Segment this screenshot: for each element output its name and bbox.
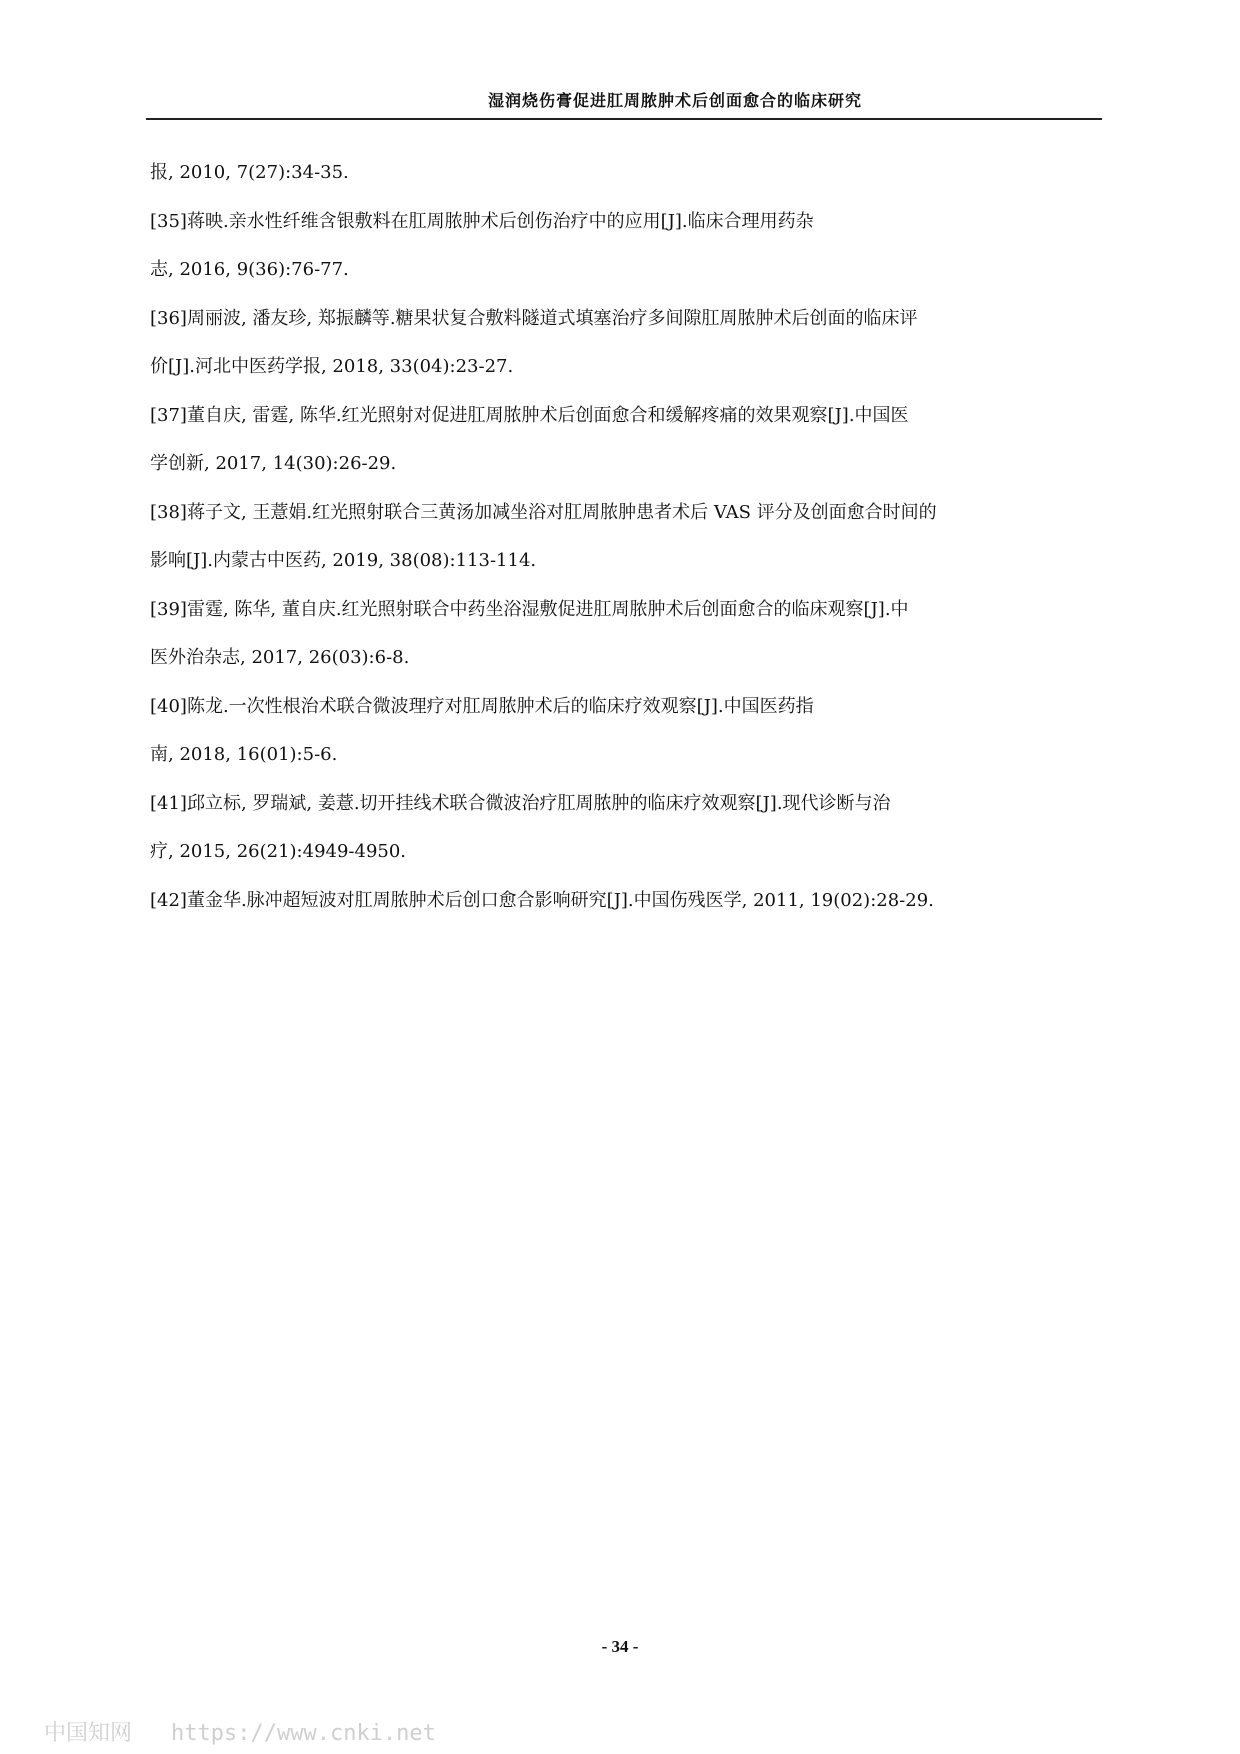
reference-line: 志, 2016, 9(36):76-77. — [150, 259, 349, 280]
running-header-title: 湿润烧伤膏促进肛周脓肿术后创面愈合的临床研究 — [487, 91, 862, 110]
reference-line: [36]周丽波, 潘友珍, 郑振麟等.糖果状复合敷料隧道式填塞治疗多间隙肛周脓肿术后创面的临床评 — [150, 307, 918, 329]
reference-line: [39]雷霆, 陈华, 董自庆.红光照射联合中药坐浴湿敷促进肛周脓肿术后创面愈合的临床观察[J].中 — [150, 598, 909, 620]
watermark — [44, 1716, 436, 1747]
reference-line: [38]蒋子文, 王薏娟.红光照射联合三黄汤加减坐浴对肛周脓肿患者术后 VAS 评分及创面愈合时间的 — [150, 501, 937, 523]
reference-list — [150, 158, 1110, 934]
reference-line: 学创新, 2017, 14(30):26-29. — [150, 453, 397, 474]
reference-line: [41]邱立标, 罗瑞斌, 姜薏.切开挂线术联合微波治疗肛周脓肿的临床疗效观察[J].现代诊断与治 — [150, 792, 891, 814]
watermark-brand: 中国知网 — [44, 1721, 133, 1746]
reference-line: [35]蒋映.亲水性纤维含银敷料在肛周脓肿术后创伤治疗中的应用[J].临床合理用药杂 — [150, 210, 814, 232]
watermark-url: https://www.cnki.net — [171, 1721, 436, 1746]
reference-line: [40]陈龙.一次性根治术联合微波理疗对肛周脓肿术后的临床疗效观察[J].中国医药指 — [150, 695, 814, 717]
reference-line: 价[J].河北中医药学报, 2018, 33(04):23-27. — [150, 356, 514, 377]
reference-line: 医外治杂志, 2017, 26(03):6-8. — [150, 647, 410, 668]
page-number: - 34 - — [601, 1637, 639, 1656]
reference-line: 南, 2018, 16(01):5-6. — [150, 744, 338, 765]
reference-line: [37]董自庆, 雷霆, 陈华.红光照射对促进肛周脓肿术后创面愈合和缓解疼痛的效果观察[J].中国医 — [150, 404, 909, 426]
reference-line: 影响[J].内蒙古中医药, 2019, 38(08):113-114. — [150, 550, 537, 571]
reference-line: [42]董金华.脉冲超短波对肛周脓肿术后创口愈合影响研究[J].中国伤残医学, 2011, 19(02):28-29. — [150, 889, 934, 911]
running-header — [146, 84, 1102, 120]
reference-line: 疗, 2015, 26(21):4949-4950. — [150, 841, 407, 862]
reference-line: 报, 2010, 7(27):34-35. — [150, 162, 349, 183]
